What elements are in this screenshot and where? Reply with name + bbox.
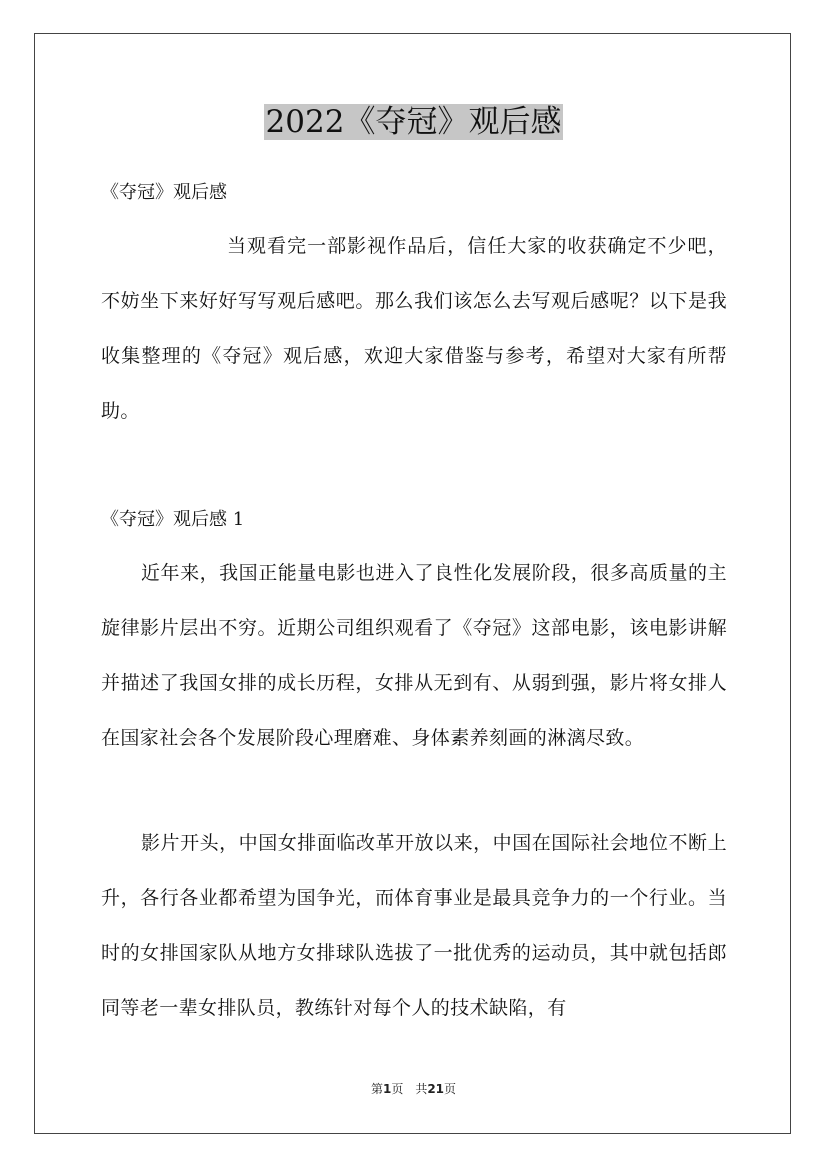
body-paragraph-2: 影片开头，中国女排面临改革开放以来，中国在国际社会地位不断上升，各行各业都希望为国争光，而体育事业是最具竞争力的一个行业。当时的女排国家队从地方女排球队选拔了一批优秀的运动员，其中就包括郎同等老一辈女排队员，教练针对每个人的技术缺陷，有 (101, 832, 727, 1019)
document-title (0, 100, 827, 144)
footer-suffix: 页 (444, 1082, 457, 1096)
intro-paragraph: 当观看完一部影视作品后，信任大家的收获确定不少吧，不妨坐下来好好写写观后感吧。那么我们该怎么去写观后感呢？以下是我收集整理的《夺冠》观后感，欢迎大家借鉴与参考，希望对大家有所帮助。 (101, 235, 727, 422)
document-subtitle: 《夺冠》观后感 (101, 182, 227, 203)
footer-middle: 页 共 (391, 1082, 428, 1096)
document-title-text: 2022《夺冠》观后感 (265, 104, 562, 140)
section-heading-1: 《夺冠》观后感 1 (101, 509, 245, 530)
footer-page-total: 21 (427, 1082, 445, 1096)
footer-page-number: 1 (382, 1082, 392, 1096)
page-footer (0, 1081, 827, 1097)
footer-prefix: 第 (370, 1082, 383, 1096)
body-paragraph-1: 近年来，我国正能量电影也进入了良性化发展阶段，很多高质量的主旋律影片层出不穷。近期公司组织观看了《夺冠》这部电影，该电影讲解并描述了我国女排的成长历程，女排从无到有、从弱到强，影片将女排人在国家社会各个发展阶段心理磨难、身体素养刻画的淋漓尽致。 (101, 562, 727, 749)
